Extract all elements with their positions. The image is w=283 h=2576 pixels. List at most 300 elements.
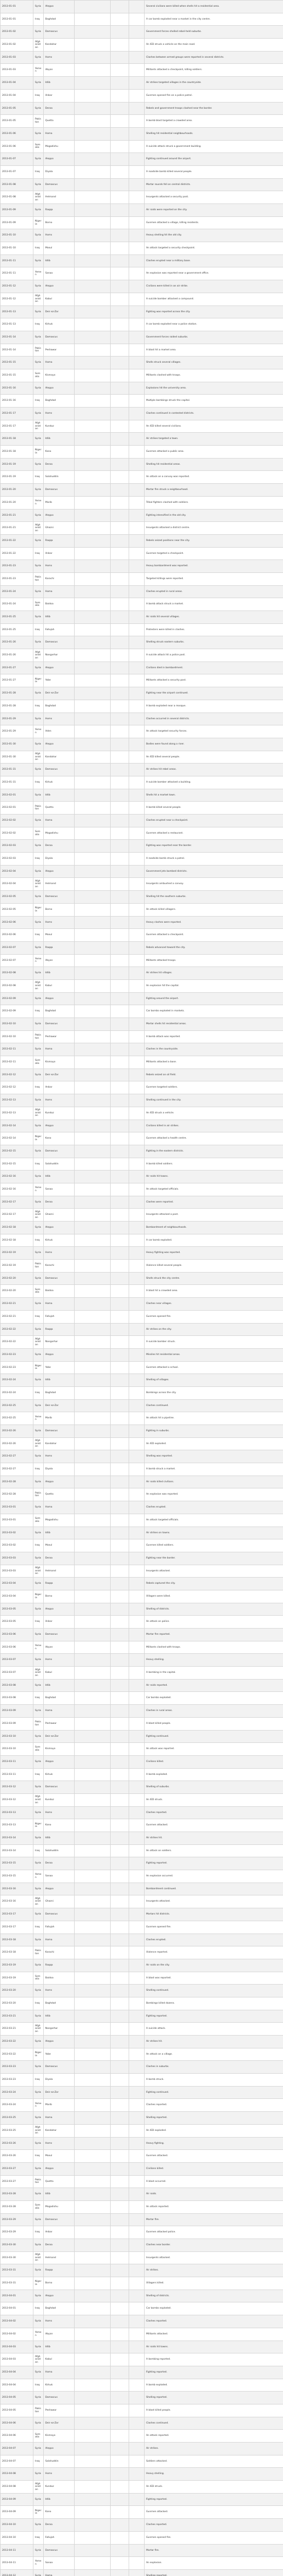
admin-cell	[75, 89, 111, 102]
table-row	[1, 420, 283, 433]
table-row	[1, 2315, 283, 2328]
country-cell: Pakistan	[33, 802, 44, 815]
date-cell: 2013-03-29	[1, 2226, 33, 2239]
count-cell	[111, 2430, 129, 2443]
admin-cell	[75, 26, 111, 39]
count-cell	[111, 534, 129, 547]
country-cell: Syria	[33, 1679, 44, 1692]
admin-cell	[75, 1692, 111, 1705]
description-cell: A bomb killed several people.	[145, 802, 283, 815]
admin-cell	[75, 1030, 111, 1043]
table-row	[1, 713, 283, 725]
count-cell	[111, 2023, 129, 2036]
date-cell: 2013-03-04	[1, 1578, 33, 1590]
count-cell	[111, 2315, 129, 2328]
date-cell: 2013-02-05	[1, 903, 33, 916]
count-cell	[111, 1476, 129, 1488]
description-cell: Militants clashed with troops.	[145, 369, 283, 382]
count-b-cell	[129, 2162, 145, 2175]
date-cell: 2013-03-20	[1, 1985, 33, 1997]
description-cell: Rebels and government troops clashed near the border.	[145, 102, 283, 115]
admin-cell	[75, 1476, 111, 1488]
location-cell: Homs	[44, 560, 75, 573]
description-cell: Air strikes hit.	[145, 2036, 283, 2048]
count-cell	[111, 2302, 129, 2315]
count-b-cell	[129, 471, 145, 484]
admin-cell	[75, 2213, 111, 2226]
table-row	[1, 2086, 283, 2099]
admin-cell	[75, 2430, 111, 2443]
admin-cell	[75, 776, 111, 789]
country-cell: Syria	[33, 280, 44, 293]
admin-cell	[75, 2124, 111, 2137]
description-cell: Mortar fire reported.	[145, 1629, 283, 1641]
description-cell: Gunmen opened fire.	[145, 1310, 283, 1323]
date-cell: 2013-02-03	[1, 840, 33, 853]
country-cell: Syria	[33, 484, 44, 497]
country-cell: Syria	[33, 331, 44, 344]
admin-cell	[75, 1603, 111, 1616]
description-cell: Several civilians were killed when shells hit a residential area.	[145, 1, 283, 13]
country-cell: Yemen	[33, 1870, 44, 1883]
date-cell: 2013-02-02	[1, 815, 33, 827]
location-cell: Hama	[44, 2569, 75, 2576]
count-cell	[111, 2200, 129, 2213]
count-cell	[111, 102, 129, 115]
table-row	[1, 216, 283, 229]
table-row	[1, 2366, 283, 2379]
table-row	[1, 2455, 283, 2468]
description-cell: An IED killed several people.	[145, 751, 283, 764]
description-cell: Violence reported.	[145, 1946, 283, 1959]
country-cell: Nigeria	[33, 2277, 44, 2290]
description-cell: Shelling of districts.	[145, 1603, 283, 1616]
count-b-cell	[129, 2417, 145, 2430]
description-cell: Militants attacked.	[145, 2328, 283, 2341]
location-cell: Deir ez-Zor	[44, 1069, 75, 1081]
country-cell: Syria	[33, 815, 44, 827]
country-cell: Iraq	[33, 1463, 44, 1476]
admin-cell	[75, 789, 111, 802]
date-cell: 2013-01-17	[1, 408, 33, 420]
country-cell: Afghanistan	[33, 1895, 44, 1908]
date-cell: 2013-02-22	[1, 1336, 33, 1349]
count-b-cell	[129, 522, 145, 535]
count-cell	[111, 1120, 129, 1132]
count-cell	[111, 1552, 129, 1565]
count-cell	[111, 357, 129, 369]
description-cell: An explosion occurred.	[145, 1870, 283, 1883]
description-cell: An attack on a convoy was reported.	[145, 471, 283, 484]
count-cell	[111, 1946, 129, 1959]
count-b-cell	[129, 1717, 145, 1730]
admin-cell	[75, 2175, 111, 2188]
country-cell: Syria	[33, 2036, 44, 2048]
count-cell	[111, 2531, 129, 2544]
country-cell: Somalia	[33, 1056, 44, 1069]
count-cell	[111, 344, 129, 357]
country-cell: Syria	[33, 1654, 44, 1667]
country-cell: Iraq	[33, 165, 44, 178]
count-cell	[111, 560, 129, 573]
count-b-cell	[129, 280, 145, 293]
description-cell: Heavy bombardment was reported.	[145, 560, 283, 573]
location-cell: Salahuddin	[44, 2455, 75, 2468]
country-cell: Yemen	[33, 1412, 44, 1425]
count-cell	[111, 1755, 129, 1768]
location-cell: Aleppo	[44, 280, 75, 293]
date-cell: 2013-01-21	[1, 509, 33, 522]
admin-cell	[75, 178, 111, 191]
location-cell: Karachi	[44, 572, 75, 585]
count-b-cell	[129, 1972, 145, 1985]
location-cell: Peshawar	[44, 344, 75, 357]
count-b-cell	[129, 1641, 145, 1654]
table-row	[1, 458, 283, 471]
admin-cell	[75, 2188, 111, 2201]
count-b-cell	[129, 2251, 145, 2264]
table-row	[1, 1081, 283, 1094]
country-cell: Syria	[33, 2315, 44, 2328]
admin-cell	[75, 1857, 111, 1870]
country-cell: Pakistan	[33, 1717, 44, 1730]
admin-cell	[75, 1399, 111, 1412]
count-cell	[111, 2036, 129, 2048]
admin-cell	[75, 280, 111, 293]
admin-cell	[75, 1361, 111, 1374]
location-cell: Aleppo	[44, 1222, 75, 1234]
location-cell: Abyan	[44, 1641, 75, 1654]
country-cell: Afghanistan	[33, 2353, 44, 2366]
count-b-cell	[129, 738, 145, 751]
location-cell: Abyan	[44, 954, 75, 967]
table-row	[1, 2175, 283, 2188]
date-cell: 2013-04-11	[1, 2557, 33, 2570]
table-row	[1, 891, 283, 904]
count-b-cell	[129, 1883, 145, 1895]
admin-cell	[75, 1209, 111, 1222]
location-cell: Aleppo	[44, 1, 75, 13]
description-cell: A roadside bomb struck a patrol.	[145, 853, 283, 866]
date-cell: 2013-01-15	[1, 357, 33, 369]
admin-cell	[75, 1730, 111, 1743]
count-b-cell	[129, 1260, 145, 1273]
count-cell	[111, 2493, 129, 2506]
description-cell: Mortar fire.	[145, 2213, 283, 2226]
admin-cell	[75, 700, 111, 713]
table-row	[1, 815, 283, 827]
admin-cell	[75, 471, 111, 484]
date-cell: 2013-03-30	[1, 2239, 33, 2252]
description-cell: An explosion was reported near a government office.	[145, 267, 283, 280]
description-cell: Gunmen targeted a checkpoint.	[145, 547, 283, 560]
admin-cell	[75, 1793, 111, 1806]
country-cell: Syria	[33, 1247, 44, 1260]
country-cell: Syria	[33, 891, 44, 904]
date-cell: 2013-01-28	[1, 687, 33, 700]
country-cell: Iraq	[33, 242, 44, 255]
location-cell: Deraa	[44, 2239, 75, 2252]
date-cell: 2013-01-18	[1, 446, 33, 459]
count-b-cell	[129, 1425, 145, 1438]
admin-cell	[75, 191, 111, 204]
description-cell: A suicide attack.	[145, 2023, 283, 2036]
location-cell: Ghazni	[44, 1209, 75, 1222]
country-cell: Syria	[33, 764, 44, 776]
location-cell: Marib	[44, 2099, 75, 2112]
location-cell: Idlib	[44, 1171, 75, 1183]
date-cell: 2013-01-14	[1, 331, 33, 344]
country-cell: Iraq	[33, 1158, 44, 1171]
date-cell: 2013-03-18	[1, 1946, 33, 1959]
count-cell	[111, 2124, 129, 2137]
location-cell: Kirkuk	[44, 1768, 75, 1781]
location-cell: Damascus	[44, 636, 75, 649]
country-cell: Iraq	[33, 929, 44, 942]
admin-cell	[75, 395, 111, 408]
table-row	[1, 2048, 283, 2061]
admin-cell	[75, 1260, 111, 1273]
date-cell: 2013-03-25	[1, 2124, 33, 2137]
count-b-cell	[129, 1476, 145, 1488]
location-cell: Hama	[44, 585, 75, 598]
count-cell	[111, 446, 129, 459]
location-cell: Kandahar	[44, 1437, 75, 1450]
admin-cell	[75, 903, 111, 916]
table-row	[1, 2379, 283, 2392]
country-cell: Yemen	[33, 2557, 44, 2570]
table-row	[1, 115, 283, 128]
count-b-cell	[129, 115, 145, 128]
count-cell	[111, 1247, 129, 1260]
admin-cell	[75, 1590, 111, 1603]
admin-cell	[75, 2048, 111, 2061]
admin-cell	[75, 522, 111, 535]
table-row	[1, 751, 283, 764]
count-b-cell	[129, 89, 145, 102]
admin-cell	[75, 992, 111, 1005]
location-cell: Karachi	[44, 1260, 75, 1273]
count-b-cell	[129, 1361, 145, 1374]
count-b-cell	[129, 2353, 145, 2366]
location-cell: Quetta	[44, 1488, 75, 1501]
country-cell: Syria	[33, 1298, 44, 1311]
date-cell: 2013-03-25	[1, 2112, 33, 2125]
admin-cell	[75, 853, 111, 866]
description-cell: A suicide bomber attacked a compound.	[145, 293, 283, 306]
date-cell: 2013-01-16	[1, 382, 33, 395]
table-row	[1, 1934, 283, 1946]
count-cell	[111, 1667, 129, 1680]
description-cell: Violence killed several people.	[145, 1260, 283, 1273]
country-cell: Yemen	[33, 1183, 44, 1196]
table-row	[1, 1641, 283, 1654]
count-b-cell	[129, 1209, 145, 1222]
date-cell: 2013-03-10	[1, 1730, 33, 1743]
description-cell: Fighting near the border.	[145, 1552, 283, 1565]
date-cell: 2013-03-19	[1, 1959, 33, 1972]
count-b-cell	[129, 216, 145, 229]
description-cell: Villagers were killed.	[145, 1590, 283, 1603]
count-cell	[111, 408, 129, 420]
admin-cell	[75, 1298, 111, 1311]
description-cell: An IED struck a vehicle on the main road.	[145, 39, 283, 52]
description-cell: Civilians killed in air strikes.	[145, 1120, 283, 1132]
description-cell: Clashes in suburbs.	[145, 2061, 283, 2074]
country-cell: Iraq	[33, 1539, 44, 1552]
admin-cell	[75, 496, 111, 509]
country-cell: Syria	[33, 687, 44, 700]
country-cell: Somalia	[33, 2200, 44, 2213]
table-row	[1, 1616, 283, 1629]
count-cell	[111, 420, 129, 433]
admin-cell	[75, 293, 111, 306]
date-cell: 2013-01-04	[1, 89, 33, 102]
location-cell: Deir ez-Zor	[44, 1730, 75, 1743]
admin-cell	[75, 967, 111, 980]
table-row	[1, 1972, 283, 1985]
country-cell: Afghanistan	[33, 191, 44, 204]
admin-cell	[75, 1272, 111, 1285]
description-cell: Bombardment of neighbourhoods.	[145, 1222, 283, 1234]
table-row	[1, 611, 283, 624]
admin-cell	[75, 1501, 111, 1514]
location-cell: Sanaa	[44, 2557, 75, 2570]
count-cell	[111, 2086, 129, 2099]
date-cell: 2013-01-03	[1, 64, 33, 77]
table-row	[1, 979, 283, 992]
count-cell	[111, 2226, 129, 2239]
admin-cell	[75, 738, 111, 751]
count-cell	[111, 967, 129, 980]
admin-cell	[75, 13, 111, 26]
count-b-cell	[129, 636, 145, 649]
count-b-cell	[129, 2506, 145, 2519]
admin-cell	[75, 1654, 111, 1667]
date-cell: 2013-03-06	[1, 1641, 33, 1654]
count-b-cell	[129, 802, 145, 815]
country-cell: Syria	[33, 458, 44, 471]
count-cell	[111, 77, 129, 90]
admin-cell	[75, 357, 111, 369]
date-cell: 2013-02-20	[1, 1272, 33, 1285]
date-cell: 2013-03-17	[1, 1908, 33, 1921]
count-cell	[111, 662, 129, 674]
date-cell: 2013-01-29	[1, 725, 33, 738]
table-row	[1, 1730, 283, 1743]
location-cell: Kandahar	[44, 2124, 75, 2137]
description-cell: Gunmen attacked.	[145, 1819, 283, 1832]
admin-cell	[75, 1985, 111, 1997]
count-b-cell	[129, 1158, 145, 1171]
description-cell: Fighting reported.	[145, 2010, 283, 2023]
date-cell: 2013-03-03	[1, 1552, 33, 1565]
count-cell	[111, 2404, 129, 2417]
table-row	[1, 1527, 283, 1539]
table-row	[1, 2341, 283, 2353]
date-cell: 2013-01-30	[1, 751, 33, 764]
count-b-cell	[129, 1679, 145, 1692]
description-cell: A bomb exploded.	[145, 1768, 283, 1781]
admin-cell	[75, 865, 111, 878]
admin-cell	[75, 1348, 111, 1361]
location-cell: Damascus	[44, 331, 75, 344]
description-cell: A bomb killed soldiers.	[145, 1158, 283, 1171]
count-b-cell	[129, 306, 145, 318]
count-b-cell	[129, 1895, 145, 1908]
count-cell	[111, 306, 129, 318]
description-cell: Gunmen attacked a public area.	[145, 446, 283, 459]
admin-cell	[75, 636, 111, 649]
description-cell: Gunmen opened fire.	[145, 2531, 283, 2544]
location-cell: Mogadishu	[44, 2200, 75, 2213]
location-cell: Hama	[44, 1043, 75, 1056]
date-cell: 2013-03-16	[1, 1883, 33, 1895]
count-b-cell	[129, 547, 145, 560]
description-cell: Shelling of villages.	[145, 1374, 283, 1387]
description-cell: Fighting continued.	[145, 1730, 283, 1743]
admin-cell	[75, 649, 111, 662]
admin-cell	[75, 534, 111, 547]
location-cell: Yobe	[44, 1361, 75, 1374]
location-cell: Fallujah	[44, 2531, 75, 2544]
table-row	[1, 2569, 283, 2576]
count-b-cell	[129, 1552, 145, 1565]
count-cell	[111, 1806, 129, 1819]
count-b-cell	[129, 1908, 145, 1921]
count-cell	[111, 2353, 129, 2366]
date-cell: 2013-03-23	[1, 2074, 33, 2087]
description-cell: Clashes erupted in rural areas.	[145, 585, 283, 598]
location-cell: Damascus	[44, 484, 75, 497]
description-cell: Shells hit a market town.	[145, 789, 283, 802]
description-cell: A bomb exploded.	[145, 2379, 283, 2392]
count-cell	[111, 2074, 129, 2087]
count-cell	[111, 1743, 129, 1756]
count-b-cell	[129, 2036, 145, 2048]
country-cell: Iraq	[33, 2379, 44, 2392]
count-cell	[111, 2213, 129, 2226]
country-cell: Syria	[33, 2086, 44, 2099]
description-cell: Air raids reported.	[145, 1679, 283, 1692]
location-cell: Damascus	[44, 1781, 75, 1794]
location-cell: Raqqa	[44, 1578, 75, 1590]
table-row	[1, 1806, 283, 1819]
date-cell: 2013-01-08	[1, 191, 33, 204]
date-cell: 2013-04-05	[1, 2404, 33, 2417]
admin-cell	[75, 2099, 111, 2112]
count-b-cell	[129, 2264, 145, 2277]
country-cell: Nigeria	[33, 2506, 44, 2519]
count-b-cell	[129, 700, 145, 713]
location-cell: Kandahar	[44, 751, 75, 764]
count-cell	[111, 267, 129, 280]
date-cell: 2013-04-04	[1, 2379, 33, 2392]
date-cell: 2013-01-27	[1, 674, 33, 687]
admin-cell	[75, 916, 111, 929]
count-b-cell	[129, 2086, 145, 2099]
location-cell: Aleppo	[44, 382, 75, 395]
description-cell: A bomb blast targeted a crowded area.	[145, 115, 283, 128]
country-cell: Syria	[33, 1069, 44, 1081]
admin-cell	[75, 2531, 111, 2544]
count-cell	[111, 2290, 129, 2302]
table-row	[1, 1997, 283, 2010]
date-cell: 2013-03-15	[1, 1870, 33, 1883]
date-cell: 2013-02-23	[1, 1361, 33, 1374]
description-cell: Heavy fighting was reported.	[145, 1247, 283, 1260]
country-cell: Syria	[33, 204, 44, 217]
